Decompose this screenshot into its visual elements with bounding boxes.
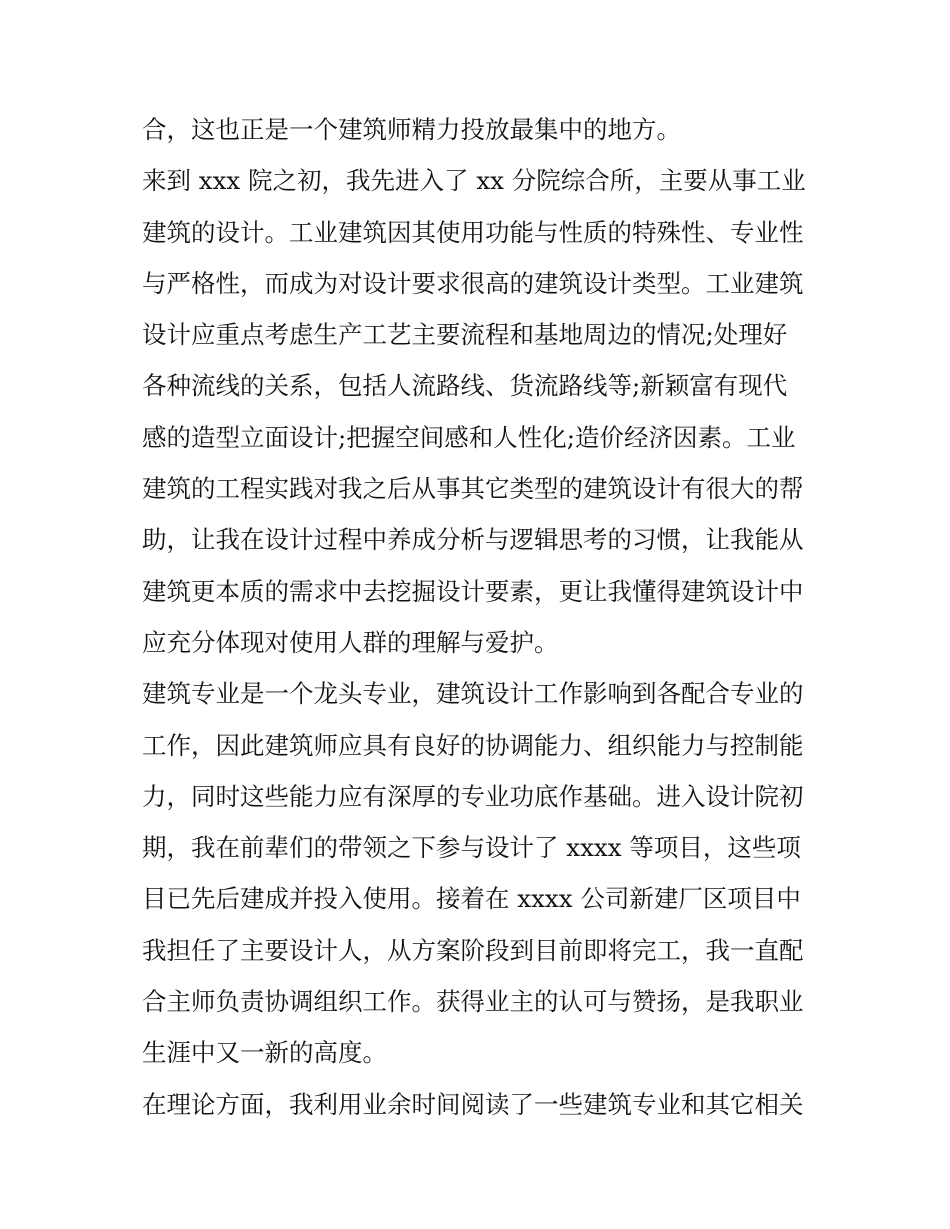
text-line: 目已先后建成并投入使用。接着在 xxxx 公司新建厂区项目中 — [142, 884, 801, 914]
text-line: 力，同时这些能力应有深厚的专业功底作基础。进入设计院初 — [142, 781, 804, 811]
text-line: 我担任了主要设计人，从方案阶段到目前即将完工，我一直配 — [142, 935, 804, 965]
text-line: 应充分体现对使用人群的理解与爱护。 — [142, 627, 559, 657]
body-text — [142, 104, 822, 1130]
text-line: 生涯中又一新的高度。 — [142, 1038, 387, 1068]
text-line: 期，我在前辈们的带领之下参与设计了 xxxx 等项目，这些项 — [142, 833, 801, 863]
text-line: 在理论方面，我利用业余时间阅读了一些建筑专业和其它相关 — [142, 1089, 804, 1119]
text-line: 设计应重点考虑生产工艺主要流程和基地周边的情况;处理好 — [142, 320, 788, 350]
text-line: 合，这也正是一个建筑师精力投放最集中的地方。 — [142, 115, 681, 144]
text-line: 建筑的设计。工业建筑因其使用功能与性质的特殊性、专业性 — [142, 217, 804, 247]
text-line: 助，让我在设计过程中养成分析与逻辑思考的习惯，让我能从 — [142, 525, 804, 555]
text-line: 与严格性，而成为对设计要求很高的建筑设计类型。工业建筑 — [142, 268, 804, 298]
text-line: 合主师负责协调组织工作。获得业主的认可与赞扬，是我职业 — [142, 987, 804, 1017]
text-line: 来到 xxx 院之初，我先进入了 xx 分院综合所，主要从事工业 — [142, 166, 806, 196]
text-line: 感的造型立面设计;把握空间感和人性化;造价经济因素。工业 — [142, 422, 796, 452]
text-line: 工作，因此建筑师应具有良好的协调能力、组织能力与控制能 — [142, 730, 804, 760]
text-line: 建筑的工程实践对我之后从事其它类型的建筑设计有很大的帮 — [142, 474, 804, 504]
text-line: 建筑更本质的需求中去挖掘设计要素，更让我懂得建筑设计中 — [142, 576, 804, 606]
text-line: 建筑专业是一个龙头专业，建筑设计工作影响到各配合专业的 — [142, 679, 804, 709]
text-line: 各种流线的关系，包括人流路线、货流路线等;新颖富有现代 — [142, 371, 788, 401]
